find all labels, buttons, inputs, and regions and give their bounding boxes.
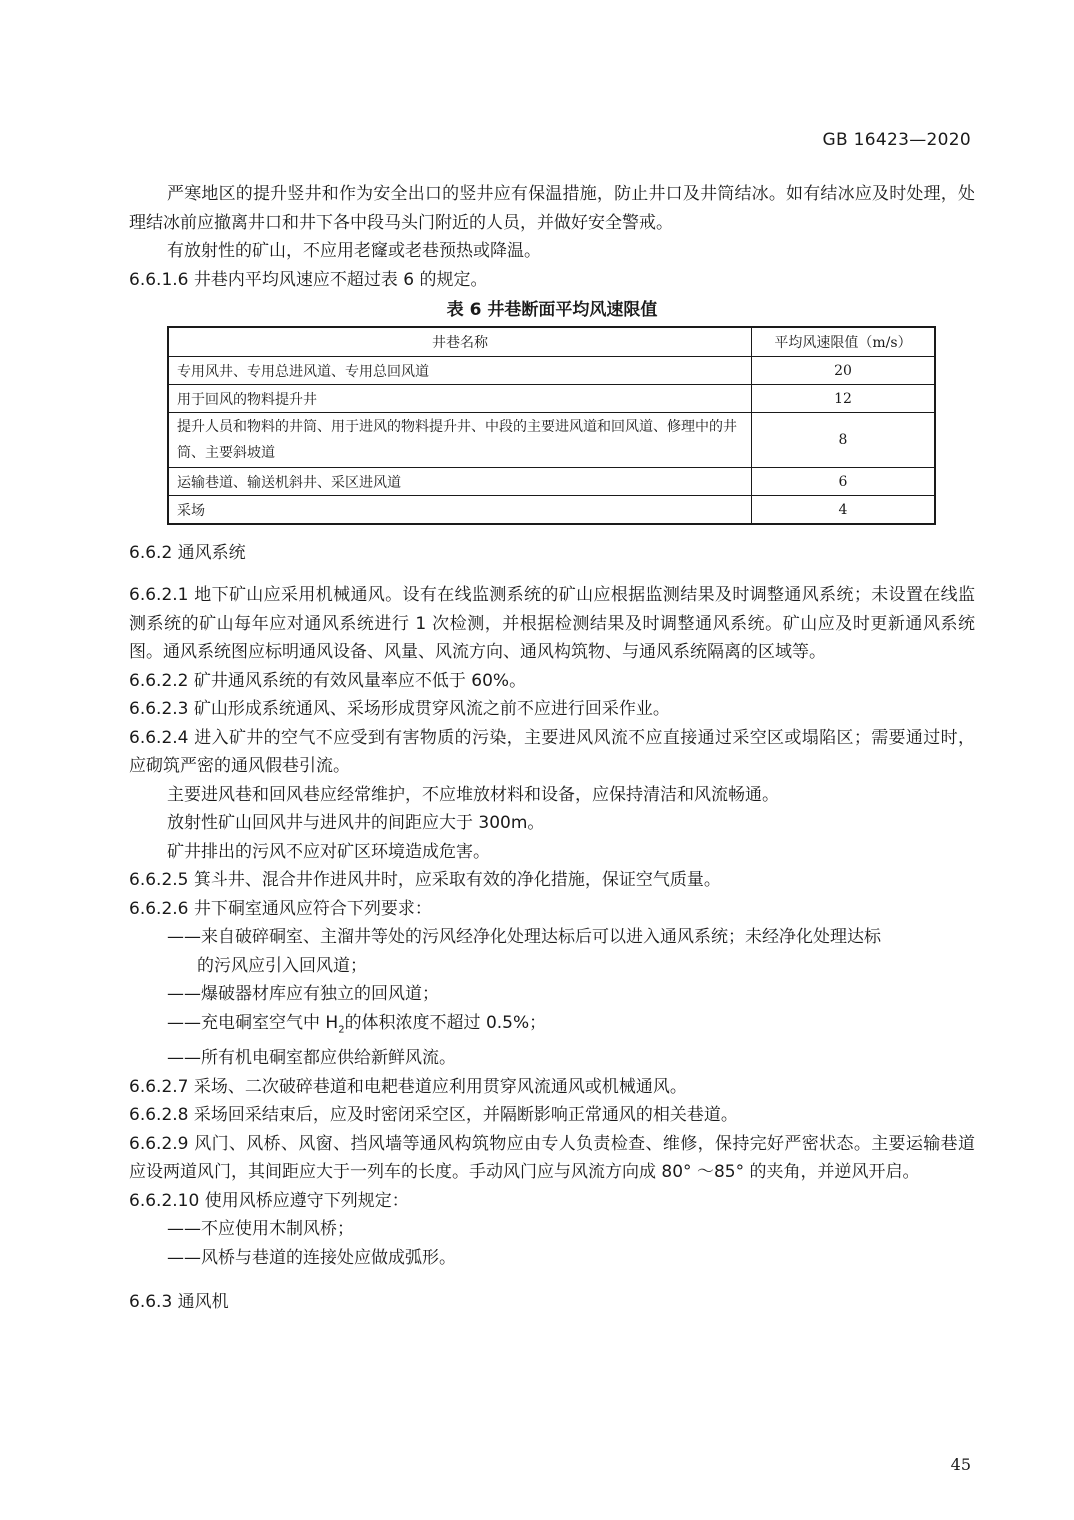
dash-item-charging	[129, 1009, 975, 1045]
clause-6-6-2-8: 6.6.2.8 采场回采结束后，应及时密闭采空区，并隔断影响正常通风的相关巷道。	[129, 1105, 738, 1126]
table-row	[168, 385, 935, 413]
section-heading-6-6-2: 6.6.2 通风系统	[129, 543, 246, 563]
clause-6-6-2-7: 6.6.2.7 采场、二次破碎巷道和电耙巷道应利用贯穿风流通风或机械通风。	[129, 1076, 687, 1097]
table-row	[168, 357, 935, 385]
row-name: 采场	[168, 496, 752, 525]
section-heading-6-6-3: 6.6.3 通风机	[129, 1292, 229, 1313]
clause-6-6-2-5: 6.6.2.5 箕斗井、混合井作进风井时，应采取有效的净化措施，保证空气质量。	[129, 870, 721, 890]
wind-speed-table	[167, 326, 936, 525]
dash-item-crushing-line2: 的污风应引入回风道；	[197, 955, 367, 976]
table-row	[168, 468, 935, 496]
charging-text-post: 的体积浓度不超过 0.5%；	[344, 1012, 547, 1033]
clause-6-6-2-1: 6.6.2.1 地下矿山应采用机械通风。设有在线监测系统的矿山应根据监测结果及时调整通风系统；未设置在线监测系统的矿山每年应对通风系统进行 1 次检测，并根据检测结果及时调整通风系统。矿山应及时更新通风系统图。通风系统图应标明通风设备、风量、风流方向、通风构筑物、与通风系统隔离的区域等。	[129, 585, 975, 662]
table-header-row	[168, 327, 935, 357]
table-row	[168, 413, 935, 468]
dash-item-no-wood: ——不应使用木制风桥；	[167, 1219, 354, 1240]
clause-6-6-2-3: 6.6.2.3 矿山形成系统通风、采场形成贯穿风流之前不应进行回采作业。	[129, 699, 670, 719]
clause-6-6-1-6: 6.6.1.6 井巷内平均风速应不超过表 6 的规定。	[129, 269, 488, 290]
clause-6-6-2-4: 6.6.2.4 进入矿井的空气不应受到有害物质的污染，主要进风风流不应直接通过采空区或塌陷区；需要通过时，应砌筑严密的通风假巷引流。	[129, 727, 975, 776]
row-value: 4	[752, 496, 936, 525]
row-name: 运输巷道、输送机斜井、采区进风道	[168, 468, 752, 496]
dash-item-arc-connection: ——风桥与巷道的连接处应做成弧形。	[167, 1247, 456, 1268]
table-row	[168, 496, 935, 525]
row-value: 8	[752, 413, 936, 468]
clause-6-6-2-2: 6.6.2.2 矿井通风系统的有效风量率应不低于 60%。	[129, 670, 527, 691]
row-name: 提升人员和物料的井筒、用于进风的物料提升井、中段的主要进风道和回风道、修理中的井筒、主要斜坡道	[168, 413, 752, 468]
dash-item-electromechanical: ——所有机电硐室都应供给新鲜风流。	[167, 1048, 456, 1069]
row-value: 6	[752, 468, 936, 496]
standard-number: GB 16423—2020	[822, 130, 971, 150]
row-value: 12	[752, 385, 936, 413]
h2-subscript: 2	[338, 1023, 345, 1035]
paragraph-frost: 严寒地区的提升竖井和作为安全出口的竖井应有保温措施，防止井口及井筒结冰。如有结冰应及时处理，处理结冰前应撤离井口和井下各中段马头门附近的人员，并做好安全警戒。	[129, 184, 975, 233]
page-number: 45	[950, 1455, 971, 1474]
clause-6-6-2-4-para-c: 矿井排出的污风不应对矿区环境造成危害。	[167, 841, 490, 862]
clause-6-6-2-6: 6.6.2.6 井下硐室通风应符合下列要求：	[129, 898, 432, 919]
dash-item-explosives: ——爆破器材库应有独立的回风道；	[167, 984, 439, 1004]
page-content	[129, 180, 975, 1316]
clause-6-6-2-4-para-a: 主要进风巷和回风巷应经常维护，不应堆放材料和设备，应保持清洁和风流畅通。	[167, 784, 779, 805]
table-caption: 表 6 井巷断面平均风速限值	[446, 300, 658, 320]
dash-item-crushing-line1: ——来自破碎硐室、主溜井等处的污风经净化处理达标后可以进入通风系统；未经净化处理达标	[167, 927, 881, 947]
row-name: 专用风井、专用总进风道、专用总回风道	[168, 357, 752, 385]
charging-text-pre: ——充电硐室空气中 H	[167, 1012, 339, 1033]
column-header-name: 井巷名称	[168, 327, 752, 357]
clause-6-6-2-9: 6.6.2.9 风门、风桥、风窗、挡风墙等通风构筑物应由专人负责检查、维修，保持完好严密状态。主要运输巷道应设两道风门，其间距应大于一列车的长度。手动风门应与风流方向成 80° ～85° 的夹角，并逆风开启。	[129, 1133, 975, 1183]
clause-6-6-2-10: 6.6.2.10 使用风桥应遵守下列规定：	[129, 1190, 409, 1211]
row-name: 用于回风的物料提升井	[168, 385, 752, 413]
clause-6-6-2-4-para-b: 放射性矿山回风井与进风井的间距应大于 300m。	[167, 813, 545, 833]
paragraph-radioactive: 有放射性的矿山，不应用老窿或老巷预热或降温。	[167, 241, 541, 261]
column-header-speed: 平均风速限值（m/s）	[752, 327, 936, 357]
row-value: 20	[752, 357, 936, 385]
